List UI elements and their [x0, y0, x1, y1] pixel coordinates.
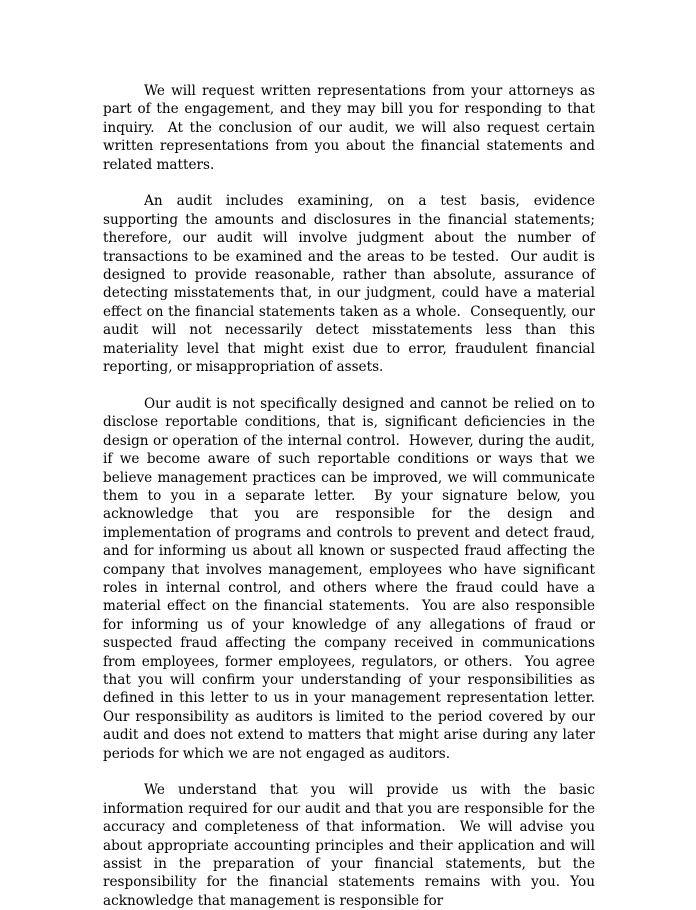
letter-body [103, 82, 604, 910]
paragraph-internal-control-fraud: Our audit is not specifically designed and cannot be relied on to disclose reportable conditions, that is, significant deficiencies in the design or operation of the internal control. However, during the audit, if we become aware of such reportable conditions or ways that we believe management practices can be improved, we will communicate them to you in a separate letter. By your signature below, you acknowledge that you are responsible for the design and implementation of programs and controls to prevent and detect fraud, and for informing us about all known or suspected fraud affecting the company that involves management, employees who have significant roles in internal control, and others where the fraud could have a material effect on the financial statements. You are also responsible for informing us of your knowledge of any allegations of fraud or suspected fraud affecting the company received in communications from employees, former employees, regulators, or others. You agree that you will confirm your understanding of your responsibilities as defined in this letter to us in your management representation letter. Our responsibility as auditors is limited to the period covered by our audit and does not extend to matters that might arise during any later periods for which we are not engaged as auditors. [103, 395, 604, 762]
paragraph-attorney-representations: We will request written representations from your attorneys as part of the engagement, and they may bill you for responding to that inquiry. At the conclusion of our audit, we will also request certain written representations from you about the financial statements and related matters. [103, 83, 600, 173]
paragraph-audit-scope: An audit includes examining, on a test basis, evidence supporting the amounts and disclosures in the financial statements; therefore, our audit will involve judgment about the number of transactions to be examined and the areas to be tested. Our audit is designed to provide reasonable, rather than absolute, assurance of detecting misstatements that, in our judgment, could have a material effect on the financial statements taken as a whole. Consequently, our audit will not necessarily detect misstatements less than this materiality level that might exist due to error, fraudulent financial reporting, or misappropriation of assets. [103, 193, 600, 376]
paragraph-management-responsibility: We understand that you will provide us with the basic information required for our audit and that you are responsible for the accuracy and completeness of that information. We will advise you about appropriate accounting principles and their application and will assist in the preparation of your financial statements, but the responsibility for the financial statements remains with you. You acknowledge that management is responsible for [103, 782, 600, 909]
